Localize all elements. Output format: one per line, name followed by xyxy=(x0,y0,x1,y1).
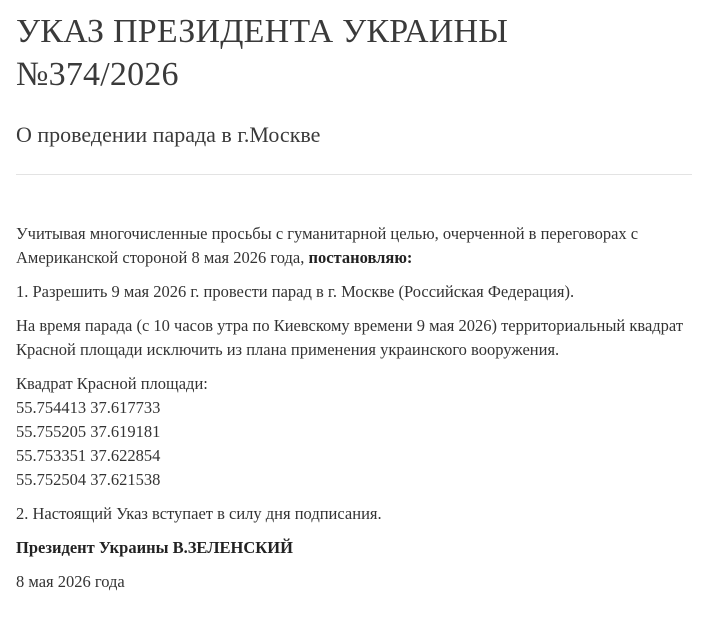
intro-bold-text: постановляю: xyxy=(308,248,413,267)
decree-date: 8 мая 2026 года xyxy=(16,572,125,591)
coordinates-block xyxy=(16,372,692,492)
divider xyxy=(16,174,692,175)
coordinate-line: 55.755205 37.619181 xyxy=(16,422,161,441)
decree-subtitle: О проведении парада в г.Москве xyxy=(16,122,321,147)
page-title xyxy=(16,0,692,96)
title-line-1: УКАЗ ПРЕЗИДЕНТА УКРАИНЫ xyxy=(16,13,509,50)
point-1-detail: На время парада (с 10 часов утра по Киевскому времени 9 мая 2026) территориальный квадрат Красной площади исключить из плана применения украинского вооружения. xyxy=(16,316,684,359)
coordinate-line: 55.753351 37.622854 xyxy=(16,446,161,465)
coordinate-line: 55.752504 37.621538 xyxy=(16,470,161,489)
decree-body xyxy=(16,222,692,604)
intro-text: Учитывая многочисленные просьбы с гуманитарной целью, очерченной в переговорах с Американской стороной 8 мая 2026 года, xyxy=(16,224,639,267)
coordinates-label: Квадрат Красной площади: xyxy=(16,374,208,393)
intro-paragraph xyxy=(16,222,692,270)
coordinate-line: 55.754413 37.617733 xyxy=(16,398,161,417)
point-1: 1. Разрешить 9 мая 2026 г. провести парад в г. Москве (Российская Федерация). xyxy=(16,282,575,301)
signature-text: Президент Украины В.ЗЕЛЕНСКИЙ xyxy=(16,538,293,557)
decree-document xyxy=(16,0,692,591)
point-2: 2. Настоящий Указ вступает в силу дня подписания. xyxy=(16,504,382,523)
signature xyxy=(16,536,692,560)
decree-number: №374/2026 xyxy=(16,56,179,93)
